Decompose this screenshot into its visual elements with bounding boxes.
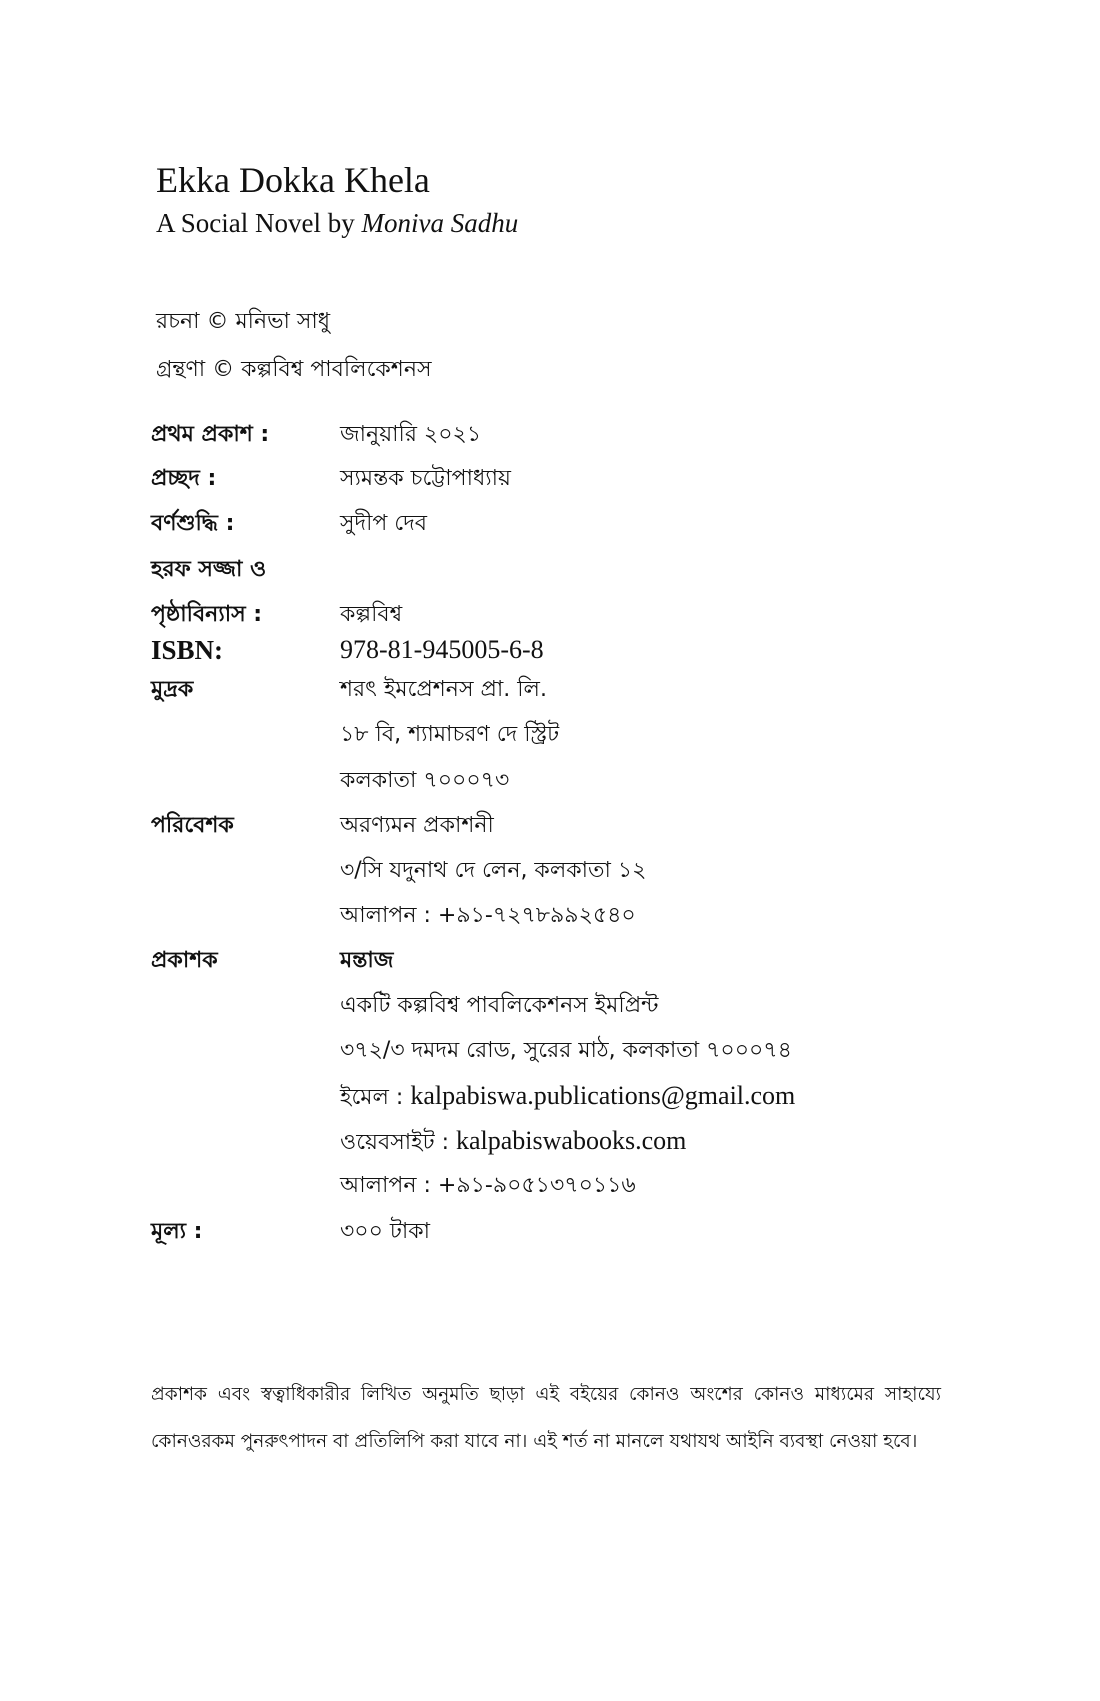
printer-row xyxy=(0,673,1100,707)
first-edition-value: জানুয়ারি ২০২১ xyxy=(340,422,482,447)
publisher-line: একটি কল্পবিশ্ব পাবলিকেশনস ইমপ্রিন্ট xyxy=(340,993,659,1018)
layout-row xyxy=(0,598,1100,632)
first-edition-row xyxy=(0,418,1100,452)
distributor-phone xyxy=(340,899,636,933)
rights-notice: প্রকাশক এবং স্বত্বাধিকারীর লিখিত অনুমতি ছাড়া এই বইয়ের কোনও অংশের কোনও মাধ্যমের সাহায্যে কোনওরকম পুনরুৎপাদন বা প্রতিলিপি করা যাবে না। এই শর্ত না মানলে যথাযথ আইনি ব্যবস্থা নেওয়া হবে। xyxy=(151,1384,941,1452)
publisher-email xyxy=(340,1079,795,1115)
author-name: Moniva Sadhu xyxy=(361,208,519,238)
proofreading-value: সুদীপ দেব xyxy=(340,511,428,536)
price-label: মূল্য : xyxy=(151,1219,203,1244)
publisher-website-row xyxy=(0,1124,1100,1158)
distributor-line: ৩/সি যদুনাথ দে লেন, কলকাতা ১২ xyxy=(340,858,647,883)
cover-row xyxy=(0,462,1100,496)
cover-value: স্যমন্তক চট্টোপাধ্যায় xyxy=(340,466,512,491)
printer-line: ১৮ বি, শ্যামাচরণ দে স্ট্রিট xyxy=(340,722,560,747)
printer-row-2 xyxy=(0,718,1100,752)
publisher-phone-label: আলাপন : xyxy=(340,1173,431,1198)
publisher-phone-number: +৯১-৯০৫১৩৭০১১৬ xyxy=(437,1173,636,1198)
price-row xyxy=(0,1215,1100,1249)
distributor-line: অরণ্যমন প্রকাশনী xyxy=(340,813,494,838)
typesetting-row xyxy=(0,553,1100,587)
isbn-value: 978-81-945005-6-8 xyxy=(340,635,544,664)
publisher-line: ৩৭২/৩ দমদম রোড, সুরের মাঠ, কলকাতা ৭০০০৭৪ xyxy=(340,1038,792,1063)
publisher-phone xyxy=(340,1169,636,1203)
website-label: ওয়েবসাইট : xyxy=(340,1130,449,1155)
book-copyright: গ্রন্থণা © কল্পবিশ্ব পাবলিকেশনস xyxy=(156,357,432,382)
layout-value: কল্পবিশ্ব xyxy=(340,602,403,627)
text-copyright: রচনা © মনিভা সাধু xyxy=(156,309,331,334)
price-value: ৩০০ টাকা xyxy=(340,1219,431,1244)
email-label: ইমেল : xyxy=(340,1085,404,1110)
isbn-label: ISBN: xyxy=(151,635,224,665)
printer-label: মুদ্রক xyxy=(151,677,194,702)
first-edition-label: প্রথম প্রকাশ : xyxy=(151,422,270,447)
printer-line: কলকাতা ৭০০০৭৩ xyxy=(340,768,510,793)
isbn-row xyxy=(0,633,1100,667)
proofreading-row xyxy=(0,507,1100,541)
distributor-row xyxy=(0,809,1100,843)
publisher-row-3 xyxy=(0,1034,1100,1068)
book-title: Ekka Dokka Khela xyxy=(156,160,430,200)
publisher-phone-row xyxy=(0,1169,1100,1203)
printer-row-3 xyxy=(0,764,1100,798)
layout-label: পৃষ্ঠাবিন্যাস : xyxy=(151,602,263,627)
website-address[interactable]: kalpabiswabooks.com xyxy=(456,1126,687,1155)
publisher-row xyxy=(0,944,1100,978)
publisher-website xyxy=(340,1124,686,1160)
publisher-row-2 xyxy=(0,989,1100,1023)
subtitle-prefix: A Social Novel by xyxy=(156,208,362,238)
distributor-phone-row xyxy=(0,899,1100,933)
book-subtitle xyxy=(156,206,518,240)
email-address[interactable]: kalpabiswa.publications@gmail.com xyxy=(410,1081,796,1110)
publisher-name: মন্তাজ xyxy=(340,948,394,973)
publisher-email-row xyxy=(0,1079,1100,1113)
typesetting-label: হরফ সজ্জা ও xyxy=(151,557,267,582)
proofreading-label: বর্ণশুদ্ধি : xyxy=(151,511,235,536)
distributor-phone-label: আলাপন : xyxy=(340,903,431,928)
publisher-label: প্রকাশক xyxy=(151,948,218,973)
distributor-row-2 xyxy=(0,854,1100,888)
distributor-phone-number: +৯১-৭২৭৮৯৯২৫৪০ xyxy=(437,903,636,928)
cover-label: প্রচ্ছদ : xyxy=(151,466,217,491)
printer-line: শরৎ ইমপ্রেশনস প্রা. লি. xyxy=(340,677,547,702)
distributor-label: পরিবেশক xyxy=(151,813,234,838)
